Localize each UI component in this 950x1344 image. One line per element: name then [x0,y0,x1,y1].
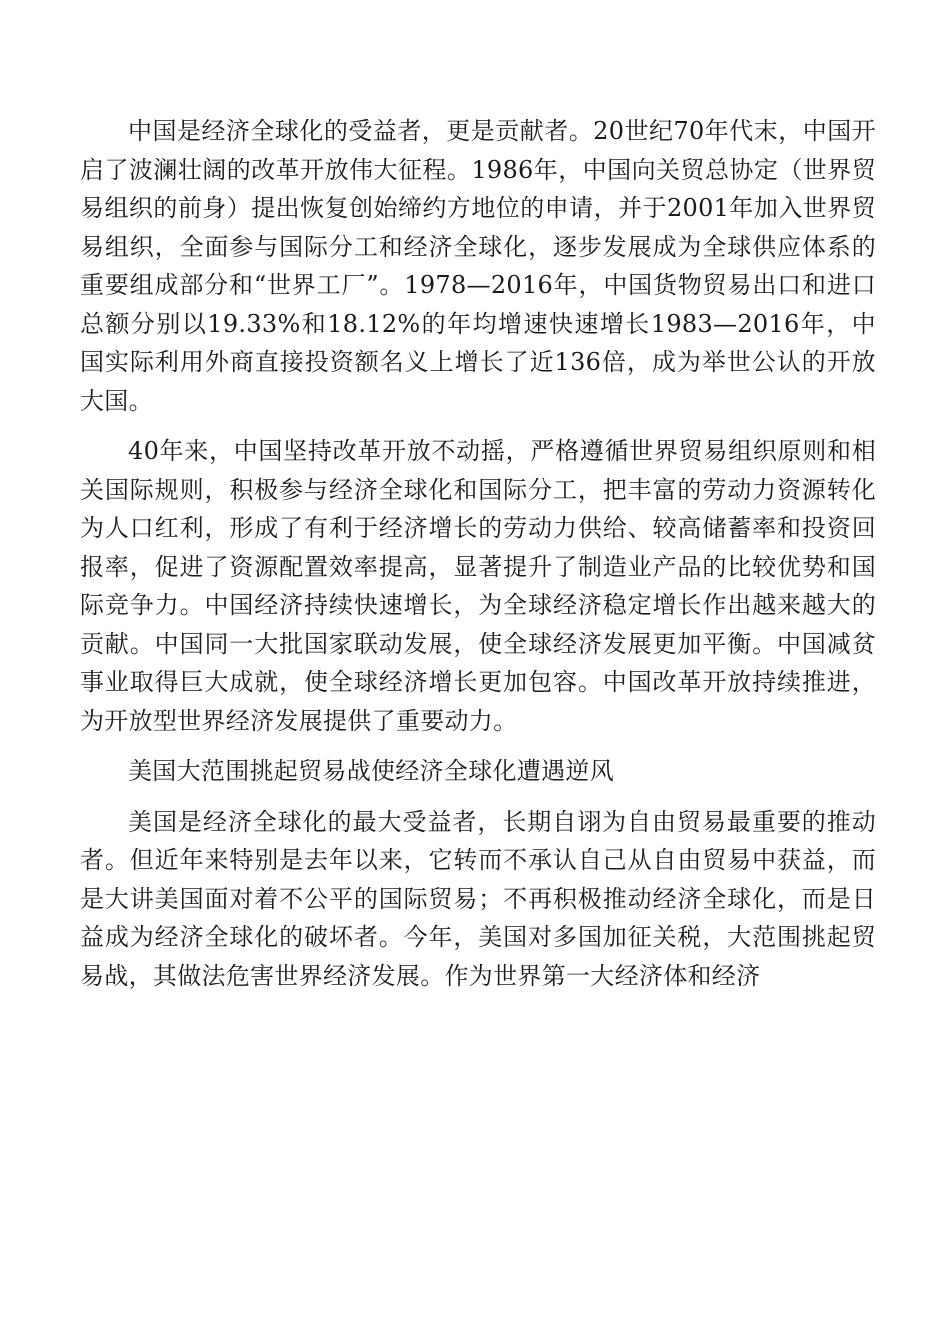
section-heading: 美国大范围挑起贸易战使经济全球化遭遇逆风 [128,757,614,785]
document-body [80,112,876,1007]
paragraph-globalization-beneficiary: 中国是经济全球化的受益者，更是贡献者。20世纪70年代末，中国开启了波澜壮阔的改革开放伟大征程。1986年，中国向关贸总协定（世界贸易组织的前身）提出恢复创始缔约方地位的申请，并于2001年加入世界贸易组织，全面参与国际分工和经济全球化，逐步发展成为全球供应体系的重要组成部分和“世界工厂”。1978—2016年，中国货物贸易出口和进口总额分别以19.33%和18.12%的年均增速快速增长1983—2016年，中国实际利用外商直接投资额名义上增长了近136倍，成为举世公认的开放大国。 [80,117,876,415]
paragraph-forty-years-reform: 40年来，中国坚持改革开放不动摇，严格遵循世界贸易组织原则和相关国际规则，积极参与经济全球化和国际分工，把丰富的劳动力资源转化为人口红利，形成了有利于经济增长的劳动力供给、较高储蓄率和投资回报率，促进了资源配置效率提高，显著提升了制造业产品的比较优势和国际竞争力。中国经济持续快速增长，为全球经济稳定增长作出越来越大的贡献。中国同一大批国家联动发展，使全球经济发展更加平衡。中国减贫事业取得巨大成就，使全球经济增长更加包容。中国改革开放持续推进，为开放型世界经济发展提供了重要动力。 [80,437,876,735]
paragraph-us-trade-war: 美国是经济全球化的最大受益者，长期自诩为自由贸易最重要的推动者。但近年来特别是去年以来，它转而不承认自己从自由贸易中获益，而是大讲美国面对着不公平的国际贸易；不再积极推动经济全球化，而是日益成为经济全球化的破坏者。今年，美国对多国加征关税，大范围挑起贸易战，其做法危害世界经济发展。作为世界第一大经济体和经济 [80,807,876,990]
